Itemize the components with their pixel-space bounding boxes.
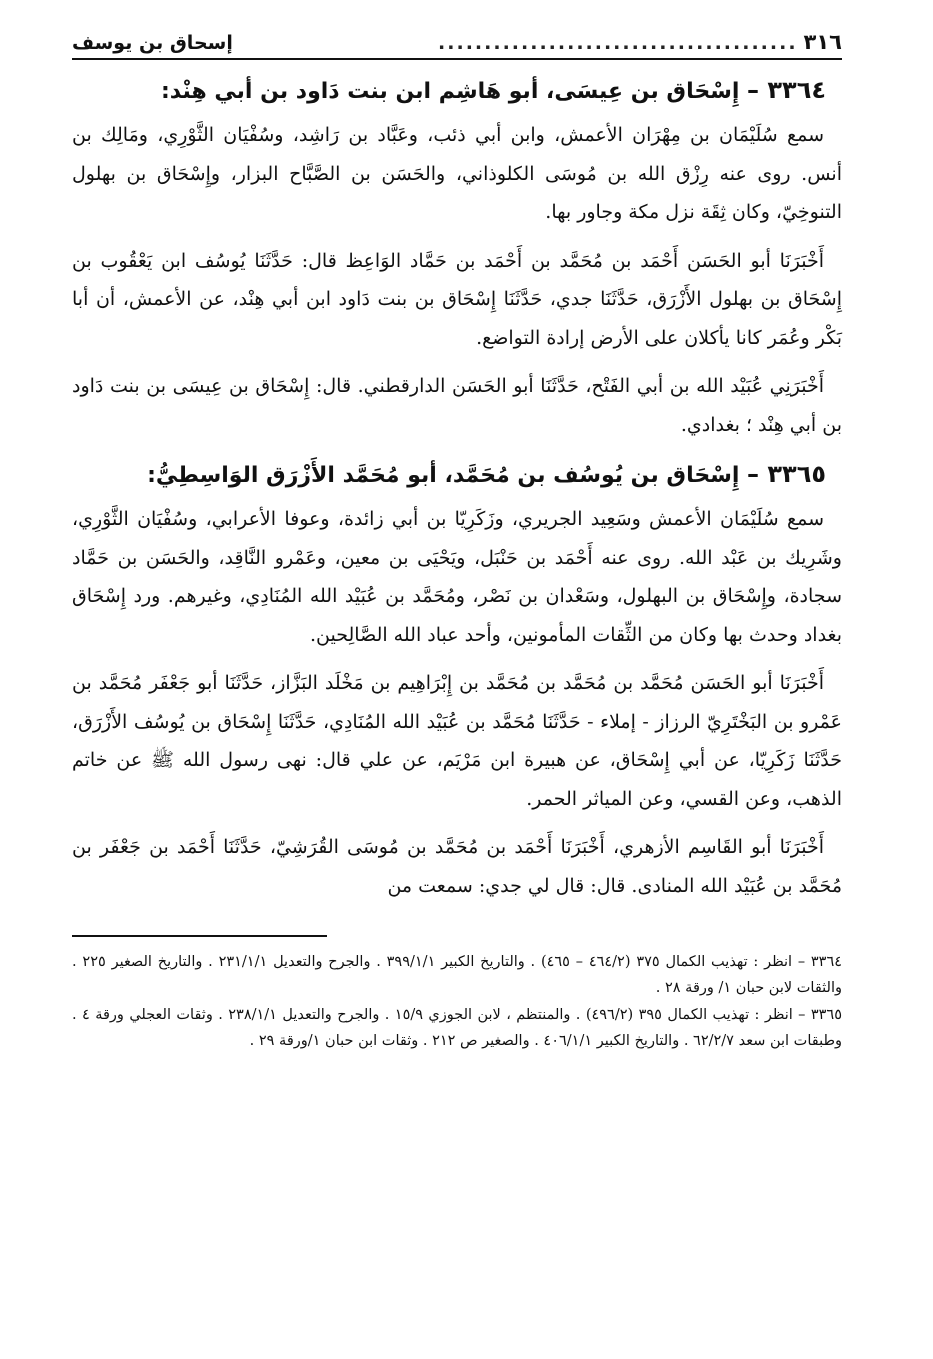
entry-paragraph: أَخْبَرَنَا أبو الحَسَن مُحَمَّد بن مُحَمَّد بن مُحَمَّد بن إِبْرَاهِيم بن مَخْلَد البَزَّاز، حَدَّثَنَا أبو جَعْفَر مُحَمَّد بن عَمْرو بن البَخْتَرِيّ الرزاز - إملاء - حَدَّثَنَا مُحَمَّد بن عُبَيْد الله المُنَادِي، حَدَّثَنَا إِسْحَاق بن يُوسُف الأَزْرَق، حَدَّثَنَا زَكَرِيّا، عن أبي إِسْحَاق، عن هبيرة ابن مَرْيَم، عن علي قال: نهى رسول الله ﷺ عن خاتم الذهب، وعن القسي، وعن المياثر الحمر.: [72, 672, 842, 810]
header-leader-dots: .......................................: [438, 32, 798, 54]
entry-number: ٣٣٦٥ –: [747, 460, 826, 488]
running-section-title: إسحاق بن يوسف: [72, 32, 233, 54]
biography-entry-3364: [72, 70, 842, 444]
footnote: ٣٣٦٤ – انظر : تهذيب الكمال ٣٧٥ (٤٦٤/٢ – ٤٦٥) . والتاريخ الكبير ٣٩٩/١/١ . والجرح والتعديل ٢٣١/١/١ . والتاريخ الصغير ٢٢٥ . والثقات لابن حبان ١/ ورقة ٢٨ .: [72, 954, 843, 996]
footnote-divider: [72, 935, 327, 937]
entry-paragraph: أَخْبَرَنَا أبو الحَسَن أَحْمَد بن مُحَمَّد بن أَحْمَد بن حَمَّاد الوَاعِظ قال: حَدَّثَنَا يُوسُف ابن يَعْقُوب بن إِسْحَاق بن بهلول الأَزْرَق، حَدَّثَنَا جدي، حَدَّثَنَا إِسْحَاق بن بنت دَاود ابن أبي هِنْد، عن الأعمش، أن أبا بَكْر وعُمَر كانا يأكلان على الأرض إرادة التواضع.: [72, 249, 842, 349]
footnote: ٣٣٦٥ – انظر : تهذيب الكمال ٣٩٥ (٤٩٦/٢) . والمنتظم ، لابن الجوزي ١٥/٩ . والجرح والتعديل ٢٣٨/١/١ . وثقات العجلي ورقة ٤ . وطبقات ابن سعد ٦٢/٢/٧ . والتاريخ الكبير ٤٠٦/١/١ . والصغير ص ٢١٢ . وثقات ابن حبان ١/ورقة ٢٩ .: [72, 1007, 842, 1049]
entry-paragraph: سمع سُلَيْمَان بن مِهْرَان الأعمش، وابن أبي ذئب، وعَبَّاد بن رَاشِد، وسُفْيَان الثَّوْرِي، ومَالِك بن أنس. روى عنه رِزْق الله بن مُوسَى الكلوذاني، والحَسَن بن الصَّبَّاح البزار، وإِسْحَاق بن بهلول التنوخِيّ، وكان ثِقَة نزل مكة وجاور بها.: [72, 124, 842, 223]
book-page: [72, 28, 842, 1055]
entry-title: إِسْحَاق بن يُوسُف بن مُحَمَّد، أبو مُحَمَّد الأَزْرَق الوَاسِطِيُّ:: [147, 463, 740, 488]
entry-paragraph: أَخْبَرَنَا أبو القَاسِم الأزهري، أَخْبَرَنَا أَحْمَد بن مُحَمَّد بن مُوسَى القُرَشِيّ، حَدَّثَنَا أَحْمَد بن جَعْفَر بن مُحَمَّد بن عُبَيْد الله المنادى. قال: قال لي جدي: سمعت من: [72, 836, 842, 897]
biography-entry-3365: [72, 454, 842, 905]
entry-heading: [72, 70, 826, 112]
page-number: ٣١٦: [803, 30, 842, 54]
entry-paragraph: أَخْبَرَنِي عُبَيْد الله بن أبي الفَتْح، حَدَّثَنَا أبو الحَسَن الدارقطني. قال: إِسْحَاق بن عِيسَى بن بنت دَاود بن أبي هِنْد ؛ بغدادي.: [72, 375, 842, 436]
entry-title: إِسْحَاق بن عِيسَى، أبو هَاشِم ابن بنت دَاود بن أبي هِنْد:: [160, 79, 740, 104]
footnotes: [72, 949, 842, 1054]
running-header: [72, 28, 842, 60]
entry-heading: [72, 454, 826, 496]
entry-paragraph: سمع سُلَيْمَان الأعمش وسَعِيد الجريري، وزَكَرِيّا بن أبي زائدة، وعوفا الأعرابي، وسُفْيَان الثَّوْرِي، وشَرِيك بن عَبْد الله. روى عنه أَحْمَد بن حَنْبَل، ويَحْيَى بن معين، وعَمْرو النَّاقِد، والحَسَن بن حَمَّاد سجادة، وإِسْحَاق بن البهلول، وسَعْدان بن نَصْر، ومُحَمَّد بن عُبَيْد الله المُنَادِي، وغيرهم. ورد إِسْحَاق بغداد وحدث بها وكان من الثِّقات المأمونين، وأحد عباد الله الصَّالِحين.: [72, 508, 842, 646]
entry-number: ٣٣٦٤ –: [747, 76, 826, 104]
